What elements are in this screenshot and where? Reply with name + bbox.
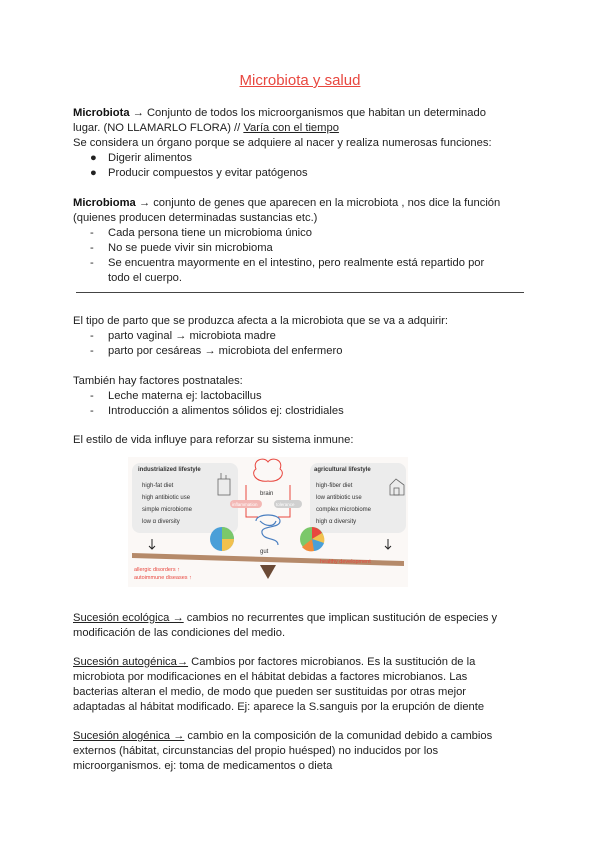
sucesion-ecologica-line-2: modificación de las condiciones del medio. [73, 627, 286, 639]
microbiota-line-2 [73, 121, 339, 136]
sucesion-autogenica-line-3: bacterias alteran el medio, de modo que pueden ser sustituidas por otras mejor [73, 686, 467, 698]
list-item: - Se encuentra mayormente en el intestino, pero realmente está repartido por [90, 257, 485, 269]
microbiota-line-1 [73, 106, 486, 121]
list-item: - Leche materna ej: lactobacillus [90, 390, 262, 402]
list-item-continuation: todo el cuerpo. [108, 272, 183, 284]
microbiota-term: Microbiota [73, 107, 130, 119]
divider [76, 292, 524, 293]
sucesion-autogenica-line-1: Sucesión autogénica→ Cambios por factores microbianos. Es la sustitución de la [73, 656, 476, 668]
left-panel-title: industrialized lifestyle [138, 467, 201, 473]
bad-outcome-label-2: autoimmune diseases ↑ [134, 575, 192, 581]
right-item: high α diversity [316, 519, 357, 525]
sucesion-alogenica-line-3: microorganismos. ej: toma de medicamentos o dieta [73, 760, 333, 772]
sucesion-alogenica-line-1: Sucesión alogénica → cambio en la composición de la comunidad debido a cambios [73, 730, 493, 742]
left-item: high antibiotic use [142, 495, 191, 501]
right-item: low antibiotic use [316, 495, 362, 501]
list-item: - No se puede vivir sin microbioma [90, 242, 273, 254]
sucesion-alogenica-term: Sucesión alogénica → [73, 730, 185, 742]
lifestyle-diagram [128, 457, 408, 587]
sucesion-alogenica-line-2: externos (hábitat, circunstancias del propio huésped) no inducidos por los [73, 745, 439, 757]
gut-label: gut [260, 549, 269, 555]
list-item: - Cada persona tiene un microbioma único [90, 227, 312, 239]
microbioma-line-2: (quienes producen determinadas sustancias etc.) [73, 212, 318, 224]
list-item: - parto vaginal → microbiota madre [90, 330, 276, 342]
brain-label: brain [260, 491, 274, 497]
microbiota-line-3: Se considera un órgano porque se adquiere al nacer y realiza numerosas funciones: [73, 137, 492, 149]
microbioma-line-1 [73, 196, 500, 211]
list-item: - parto por cesáreas → microbiota del enfermero [90, 345, 343, 357]
arrow: → [129, 107, 147, 119]
left-item: high-fat diet [142, 483, 174, 489]
simple-microbiome-pie [210, 527, 234, 551]
estilo-vida: El estilo de vida influye para reforzar su sistema inmune: [73, 434, 354, 446]
list-item: ● Producir compuestos y evitar patógenos [90, 167, 308, 179]
good-outcome-label: healthy development [320, 559, 371, 565]
parto-intro: El tipo de parto que se produzca afecta a la microbiota que se va a adquirir: [73, 315, 449, 327]
sucesion-ecologica-term: Sucesión ecológica → [73, 612, 184, 624]
inflammation-label: inflammation [232, 502, 258, 507]
list-item: - Introducción a alimentos sólidos ej: clostridiales [90, 405, 344, 417]
left-item: low α diversity [142, 519, 180, 525]
lifestyle-figure [128, 457, 408, 587]
sucesion-autogenica-line-4: adaptadas al hábitat modificado. Ej: aparece la S.sanguis por la erupción de diente [73, 701, 485, 713]
tolerance-label: tolerance [276, 502, 295, 507]
microbiota-varia: Varía con el tiempo [243, 122, 339, 134]
arrow: → [135, 197, 154, 209]
page-title: Microbiota y salud [239, 72, 361, 89]
sucesion-ecologica-line-1: Sucesión ecológica → cambios no recurrentes que implican sustitución de especies y [73, 612, 498, 624]
right-panel-title: agricultural lifestyle [314, 467, 371, 473]
left-item: simple microbiome [142, 507, 193, 513]
postnatales-intro: También hay factores postnatales: [73, 375, 243, 387]
bad-outcome-label-1: allergic disorders ↑ [134, 567, 180, 573]
right-item: complex microbiome [316, 507, 372, 513]
sucesion-autogenica-term: Sucesión autogénica→ [73, 656, 189, 668]
microbiota-def: Conjunto de todos los microorganismos que habitan un determinado [146, 107, 486, 119]
microbioma-def: conjunto de genes que aparecen en la microbiota , nos dice la función [153, 197, 501, 209]
sucesion-autogenica-line-2: microbiota por modificaciones en el hábitat debidas a factores microbianos. Las [73, 671, 468, 683]
microbiota-def-2: lugar. (NO LLAMARLO FLORA) // [73, 122, 244, 134]
right-item: high-fiber diet [316, 483, 353, 489]
list-item: ● Digerir alimentos [90, 152, 192, 164]
microbioma-term: Microbioma [73, 197, 136, 209]
